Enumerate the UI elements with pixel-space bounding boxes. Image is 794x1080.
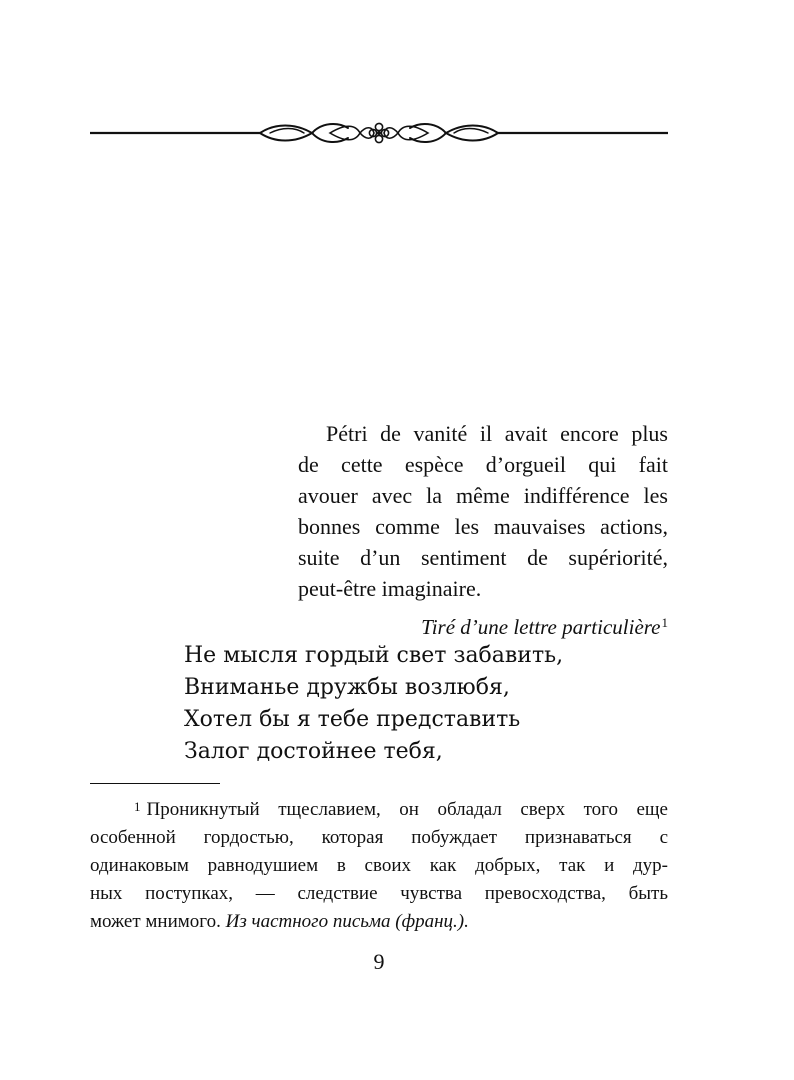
footnote-line-text: может мнимого. [90, 911, 221, 932]
epigraph [298, 418, 668, 642]
footnote [90, 796, 668, 936]
epigraph-text [298, 418, 668, 604]
footnote-line: одинаковым равнодушием в своих как добрых, так и дур- [90, 855, 668, 876]
epigraph-line: avouer avec la même indifférence les [298, 483, 668, 508]
epigraph-line: bonnes comme les mauvaises actions, [298, 514, 668, 539]
epigraph-source-text: Tiré d’une lettre particulière [421, 615, 661, 639]
footnote-marker: 1 [134, 799, 141, 814]
epigraph-source [298, 612, 668, 642]
footnote-source: Из частного письма (франц.). [225, 911, 469, 932]
poem-line: Залог достойнее тебя, [184, 739, 443, 764]
poem-stanza [184, 640, 563, 768]
epigraph-line: de cette espèce d’orgueil qui fait [298, 452, 668, 477]
footnote-divider [90, 783, 220, 784]
footnote-line: особенной гордостью, которая побуждает признаваться с [90, 827, 668, 848]
poem-line: Не мысля гордый свет забавить, [184, 643, 564, 668]
page-number: 9 [373, 949, 385, 974]
footnote-reference[interactable]: 1 [661, 615, 668, 630]
poem-line: Вниманье дружбы возлюбя, [184, 675, 510, 700]
footnote-line [90, 908, 668, 936]
footnote-line [90, 796, 668, 824]
poem-line: Хотел бы я тебе представить [184, 707, 521, 732]
footnote-line: ных поступках, — следствие чувства превосходства, быть [90, 883, 668, 904]
epigraph-line: suite d’un sentiment de supériorité, [298, 545, 668, 570]
ornament-divider [90, 112, 668, 154]
epigraph-line: Pétri de vanité il avait encore plus [326, 421, 668, 446]
footnote-line-text: Проникнутый тщеславием, он обладал сверх того еще [146, 799, 668, 820]
epigraph-line: peut-être imaginaire. [298, 576, 482, 601]
